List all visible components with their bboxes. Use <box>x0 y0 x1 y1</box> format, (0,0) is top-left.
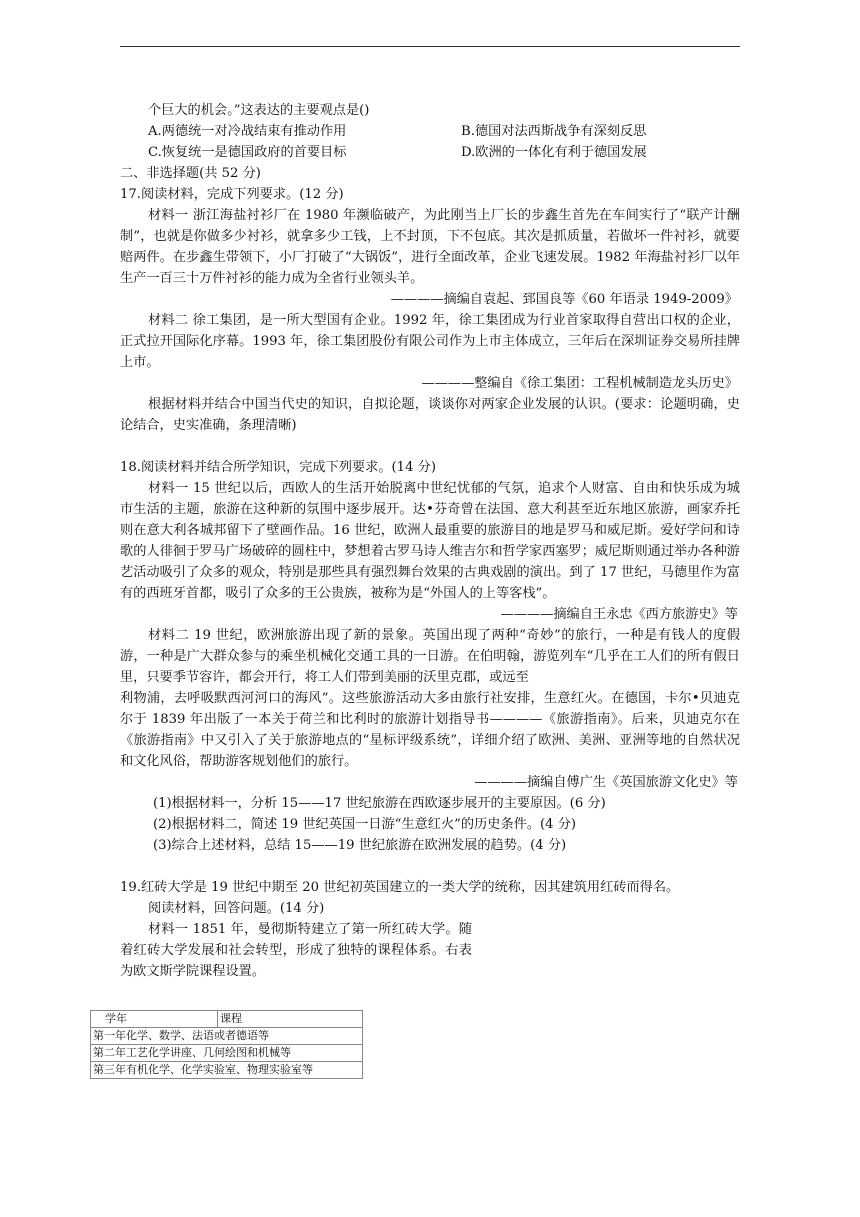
q17-material-1: 材料一 浙江海盐衬衫厂在 1980 年濒临破产，为此刚当上厂长的步鑫生首先在车间实行了“联产计酬制”，也就是你做多少衬衫，就拿多少工钱，上不封顶，下不包底。其次是抓质量，若做坏一件衬衫，就要赔两件。在步鑫生带领下，小厂打破了“大锅饭”，进行全面改革，企业飞速发展。1982 年海盐衬衫厂以年生产一百三十万件衬衫的能力成为全省行业领头羊。 <box>120 208 740 286</box>
q17-material-2: 材料二 徐工集团，是一所大型国有企业。1992 年，徐工集团成为行业首家取得自营出口权的企业，正式拉开国际化序幕。1993 年，徐工集团股份有限公司作为上市主体成立，三年后在深圳证券交易所挂牌上市。 <box>120 313 740 370</box>
q16-option-c[interactable]: C.恢复统一是德国政府的首要目标 <box>148 145 347 160</box>
table-row <box>91 1028 363 1045</box>
course-table-header <box>91 1011 363 1028</box>
course-table-row-3: 第三年有机化学、化学实验室、物理实验室等 <box>91 1062 363 1079</box>
q18-material-2-part1: 材料二 19 世纪，欧洲旅游出现了新的景象。英国出现了两种“奇妙”的旅行，一种是有钱人的度假游，一种是广大群众参与的乘坐机械化交通工具的一日游。在伯明翰，游览列车“几乎在工人们的所有假日里，只要季节容许，都会开行，将工人们带到美丽的沃里克郡，或远至 <box>120 628 740 685</box>
q17-material-2-source: ————整编自《徐工集团：工程机械制造龙头历史》 <box>421 376 738 391</box>
q17-task: 根据材料并结合中国当代史的知识，自拟论题，谈谈你对两家企业发展的认识。(要求：论题明确，史论结合，史实准确，条理清晰) <box>120 397 740 433</box>
header-rule <box>120 46 740 47</box>
course-table <box>90 1010 363 1079</box>
q18-material-2-source: ————摘编自傅广生《英国旅游文化史》等 <box>474 775 738 790</box>
section-heading: 二、非选择题(共 52 分) <box>120 166 261 181</box>
q19-title: 19.红砖大学是 19 世纪中期至 20 世纪初英国建立的一类大学的统称，因其建筑用红砖而得名。 <box>120 880 680 895</box>
q16-options-row1 <box>120 121 740 142</box>
q16-option-b[interactable]: B.德国对法西斯战争有深刻反思 <box>461 124 647 139</box>
q18-title: 18.阅读材料并结合所学知识，完成下列要求。(14 分) <box>120 460 436 475</box>
course-table-row-1: 第一年化学、数学、法语或者德语等 <box>91 1028 363 1045</box>
q16-stem: 个巨大的机会。”这表达的主要观点是() <box>148 103 370 118</box>
course-table-header-year: 学年 <box>91 1011 218 1028</box>
q19-subtitle: 阅读材料，回答问题。(14 分) <box>148 901 325 916</box>
q18-material-1-source: ————摘编自王永忠《西方旅游史》等 <box>500 607 738 622</box>
q19-material-1: 材料一 1851 年，曼彻斯特建立了第一所红砖大学。随着红砖大学发展和社会转型，形成了独特的课程体系。右表为欧文斯学院课程设置。 <box>120 922 472 979</box>
table-row <box>91 1062 363 1079</box>
q16-options-row2 <box>120 142 740 163</box>
course-table-row-2: 第二年工艺化学讲座、几何绘图和机械等 <box>91 1045 363 1062</box>
q18-material-1: 材料一 15 世纪以后，西欧人的生活开始脱离中世纪忧郁的气氛，追求个人财富、自由和快乐成为城市生活的主题，旅游在这种新的氛围中逐步展开。达•芬奇曾在法国、意大利甚至近东地区旅游，画家乔托则在意大利各城邦留下了壁画作品。16 世纪，欧洲人最重要的旅游目的地是罗马和威尼斯。爱好学问和诗歌的人徘徊于罗马广场破碎的圆柱中，梦想着古罗马诗人维吉尔和哲学家西塞罗；威尼斯则通过举办各种游艺活动吸引了众多的观众，特别是那些具有强烈舞台效果的古典戏剧的演出。到了 17 世纪，马德里作为富有的西班牙首都，吸引了众多的王公贵族，被称为是“外国人的上等客栈”。 <box>120 481 740 601</box>
course-table-header-course: 课程 <box>218 1011 363 1028</box>
exam-page <box>120 100 740 982</box>
q16-option-a[interactable]: A.两德统一对冷战结束有推动作用 <box>148 124 347 139</box>
q18-subquestion-2: (2)根据材料二，简述 19 世纪英国一日游“生意红火”的历史条件。(4 分) <box>153 817 577 832</box>
q17-title: 17.阅读材料，完成下列要求。(12 分) <box>120 187 344 202</box>
q18-material-2-part2: 利物浦，去呼吸默西河河口的海风”。这些旅游活动大多由旅行社安排，生意红火。在德国，卡尔•贝迪克尔于 1839 年出版了一本关于荷兰和比利时的旅游计划指导书————《旅游指南》。后来，贝迪克尔在《旅游指南》中又引入了关于旅游地点的“星标评级系统”，详细介绍了欧洲、美洲、亚洲等地的自然状况和文化风俗，帮助游客规划他们的旅行。 <box>120 691 740 769</box>
q17-material-1-source: ————摘编自袁起、郅国良等《60 年语录 1949-2009》 <box>390 292 738 307</box>
q18-subquestion-3: (3)综合上述材料，总结 15——19 世纪旅游在欧洲发展的趋势。(4 分) <box>153 838 567 853</box>
q18-subquestion-1: (1)根据材料一，分析 15——17 世纪旅游在西欧逐步展开的主要原因。(6 分) <box>153 796 606 811</box>
table-row <box>91 1045 363 1062</box>
q16-option-d[interactable]: D.欧洲的一体化有利于德国发展 <box>461 145 647 160</box>
